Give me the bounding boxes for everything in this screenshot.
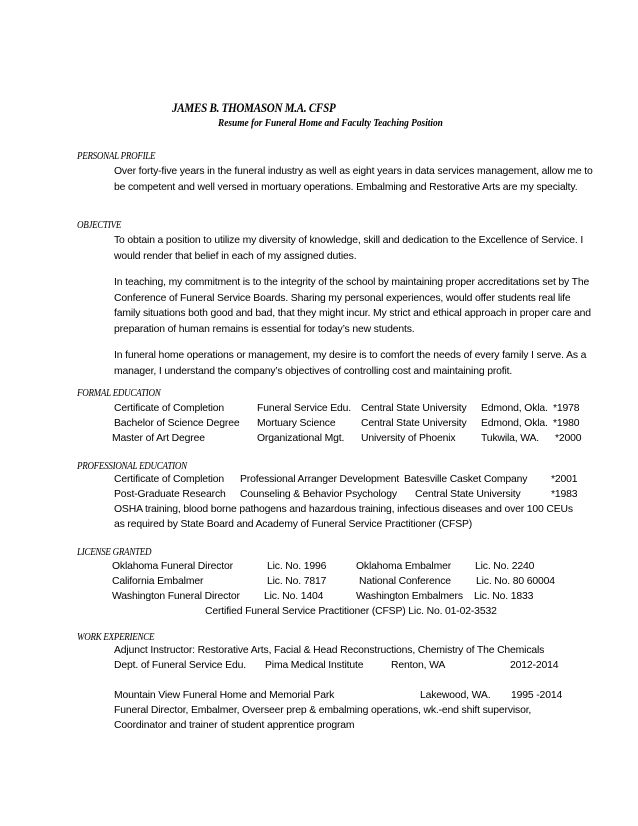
resume-name: JAMES B. THOMASON M.A. CFSP [172,100,336,115]
resume-subtitle: Resume for Funeral Home and Faculty Teaching Position [218,117,443,129]
education-year: *1980 [553,418,580,429]
license-name: Washington Funeral Director [112,591,240,602]
training-row [0,489,638,504]
job-2-duties-line: Coordinator and trainer of student apprentice program [114,720,355,731]
license-name: Oklahoma Embalmer [356,561,452,572]
license-number: Lic. No. 1404 [264,591,324,602]
section-heading-formal-education: FORMAL EDUCATION [77,388,161,399]
license-row [0,591,638,606]
cfsp-license-line: Certified Funeral Service Practitioner (CFSP) Lic. No. 01-02-3532 [205,606,497,617]
license-number: Lic. No. 2240 [475,561,535,572]
license-name: National Conference [359,576,451,587]
job-1-years: 2012-2014 [510,660,559,671]
education-row [0,418,638,433]
license-name: Oklahoma Funeral Director [112,561,233,572]
education-degree: Bachelor of Science Degree [114,418,240,429]
education-location: Edmond, Okla. [481,418,548,429]
license-row [0,576,638,591]
training-program: Professional Arranger Development [240,474,400,485]
profile-paragraph: Over forty-five years in the funeral industry as well as eight years in data services management, allow me to be competent and well versed in mortuary operations. Embalming and Restorative Arts are my specialty. [114,166,593,193]
training-program: Counseling & Behavior Psychology [240,489,397,500]
osha-training-line: OSHA training, blood borne pathogens and hazardous training, infectious diseases and over 100 CEUs [114,504,573,515]
education-row [0,433,638,448]
job-2-years: 1995 -2014 [511,690,563,701]
job-2-duties-line: Funeral Director, Embalmer, Overseer prep & embalming operations, wk.-end shift supervisor, [114,705,532,716]
education-location: Edmond, Okla. [481,403,548,414]
section-heading-objective: OBJECTIVE [77,220,122,231]
license-number: Lic. No. 1996 [267,561,327,572]
education-field: Mortuary Science [257,418,336,429]
training-row [0,474,638,489]
training-year: *1983 [551,489,578,500]
education-degree: Master of Art Degree [112,433,205,444]
objective-paragraph-2: In teaching, my commitment is to the integrity of the school by maintaining proper accreditations set by The Conference of Funeral Service Boards. Sharing my personal experiences, would offer students real life family situations both good and bad, that they might incur. My strict and ethical approach in proper care and preparation of human remains is essential for today’s new students. [114,277,591,335]
job-2-employer-row [0,690,638,705]
job-2-location: Lakewood, WA. [420,690,491,701]
job-1-department: Dept. of Funeral Service Edu. [114,660,246,671]
license-number: Lic. No. 80 60004 [476,576,555,587]
license-number: Lic. No. 1833 [474,591,534,602]
job-1-employer: Pima Medical Institute [265,660,364,671]
section-heading-licenses: LICENSE GRANTED [77,547,152,558]
job-1-details-row [0,660,638,675]
license-name: Washington Embalmers [356,591,463,602]
education-degree: Certificate of Completion [114,403,225,414]
objective-paragraph-1: To obtain a position to utilize my diversity of knowledge, skill and dedication to the Excellence of Service. I would render that belief in each of my assigned duties. [114,235,584,262]
objective-paragraph-3: In funeral home operations or management, my desire is to comfort the needs of every family I serve. As a manager, I understand the company’s objectives of controlling cost and maintaining profit. [114,350,587,377]
license-name: California Embalmer [112,576,204,587]
education-location: Tukwila, WA. [481,433,540,444]
job-2-employer: Mountain View Funeral Home and Memorial Park [114,690,335,701]
section-heading-professional-education: PROFESSIONAL EDUCATION [77,461,187,472]
section-heading-profile: PERSONAL PROFILE [77,151,156,162]
education-school: University of Phoenix [361,433,456,444]
education-row [0,403,638,418]
education-year: *1978 [553,403,580,414]
profile-text [114,164,596,195]
education-school: Central State University [361,403,467,414]
training-school: Central State University [415,489,521,500]
objective-text [114,233,596,379]
training-type: Certificate of Completion [114,474,225,485]
job-1-location: Renton, WA [391,660,446,671]
osha-training-line: as required by State Board and Academy of Funeral Service Practitioner (CFSP) [114,519,473,530]
education-field: Funeral Service Edu. [257,403,352,414]
training-type: Post-Graduate Research [114,489,226,500]
license-row [0,561,638,576]
training-year: *2001 [551,474,578,485]
section-heading-work-experience: WORK EXPERIENCE [77,632,155,643]
job-1-title-line: Adjunct Instructor: Restorative Arts, Facial & Head Reconstructions, Chemistry of The Chemicals [114,645,545,656]
education-field: Organizational Mgt. [257,433,345,444]
license-number: Lic. No. 7817 [267,576,327,587]
training-school: Batesville Casket Company [404,474,528,485]
education-school: Central State University [361,418,467,429]
education-year: *2000 [555,433,582,444]
